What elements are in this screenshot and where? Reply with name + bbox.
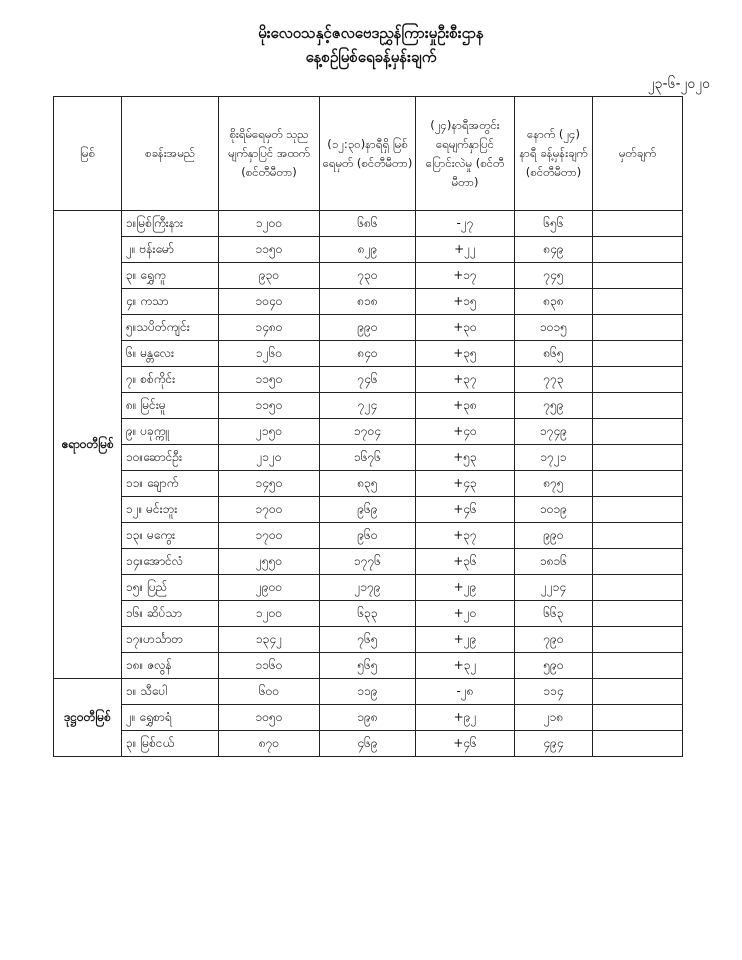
station-name: ၈။ မြင်းမူ [122,393,219,419]
change-cell: +၂၀ [416,601,515,627]
water-level-cell: ၁၆၇၆ [320,445,416,471]
forecast-cell: ၈၆၅ [515,341,593,367]
table-row [54,705,683,731]
forecast-cell: ၇၄၅ [515,263,593,289]
station-name: ၂။ ဗန်းမော် [122,237,219,263]
station-name: ၆။ မန္တလေး [122,341,219,367]
river-name: ဒုဋ္ဌဝတီမြစ် [54,679,122,757]
water-level-cell: ၁၁၉ [320,679,416,705]
danger-level-cell: ၉၃၀ [219,263,320,289]
danger-level-cell: ၂၁၂၀ [219,445,320,471]
forecast-cell: ၁၇၂၁ [515,445,593,471]
change-cell: +၄၃ [416,471,515,497]
station-name: ၁၀။ဆောင်ဦး [122,445,219,471]
table-row [54,445,683,471]
station-name: ၁၅။ ပြည် [122,575,219,601]
water-level-cell: ၂၁၇၉ [320,575,416,601]
river-name: ဧရာဝတီမြစ် [54,211,122,679]
station-name: ၁၈။ ဇလွန် [122,653,219,679]
water-level-cell: ၁၉၈ [320,705,416,731]
remarks-cell [593,497,683,523]
col-header-remarks: မှတ်ချက် [593,97,683,211]
col-header-station: စခန်းအမည် [122,97,219,211]
water-level-cell: ၇၄၆ [320,367,416,393]
danger-level-cell: ၁၀၅၀ [219,705,320,731]
water-level-cell: ၇၆၅ [320,627,416,653]
forecast-cell: ၆၆၃ [515,601,593,627]
station-name: ၁၁။ ချောက် [122,471,219,497]
remarks-cell [593,627,683,653]
station-name: ၂။ ရွှေစာရံ [122,705,219,731]
station-name: ၁၆။ ဆိပ်သာ [122,601,219,627]
table-row [54,653,683,679]
remarks-cell [593,523,683,549]
remarks-cell [593,393,683,419]
danger-level-cell: ၁၀၄၀ [219,289,320,315]
change-cell: +၃၇ [416,523,515,549]
change-cell: +၂၉ [416,627,515,653]
station-name: ၁။ သီပေါ [122,679,219,705]
table-row [54,315,683,341]
forecast-cell: ၂၁၈ [515,705,593,731]
danger-level-cell: ၂၁၅၀ [219,419,320,445]
danger-level-cell: ၁၁၆၀ [219,653,320,679]
change-cell: +၃၅ [416,341,515,367]
danger-level-cell: ၁၁၅၀ [219,237,320,263]
water-level-cell: ၈၁၈ [320,289,416,315]
water-level-cell: ၈၃၅ [320,471,416,497]
danger-level-cell: ၁၄၈၀ [219,315,320,341]
table-row [54,523,683,549]
forecast-cell: ၂၂၁၄ [515,575,593,601]
table-row [54,367,683,393]
table-row [54,289,683,315]
forecast-cell: ၁၈၁၆ [515,549,593,575]
danger-level-cell: ၁၇၀၀ [219,497,320,523]
remarks-cell [593,237,683,263]
danger-level-cell: ၁၁၅၀ [219,393,320,419]
remarks-cell [593,419,683,445]
danger-level-cell: ၆၀၀ [219,679,320,705]
water-level-cell: ၇၃၀ [320,263,416,289]
change-cell: +၃၇ [416,367,515,393]
water-level-cell: ၅၆၅ [320,653,416,679]
station-name: ၅။သပိတ်ကျင်း [122,315,219,341]
danger-level-cell: ၁၃၄၂ [219,627,320,653]
water-level-cell: ၈၂၉ [320,237,416,263]
remarks-cell [593,341,683,367]
change-cell: +၃၈ [416,393,515,419]
table-row [54,341,683,367]
water-level-cell: ၄၆၉ [320,731,416,757]
river-forecast-table [53,96,683,757]
danger-level-cell: ၂၅၅၀ [219,549,320,575]
table-row [54,497,683,523]
col-header-forecast: နောက် (၂၄) နာရီ ခန့်မှန်းချက် (စင်တီမီတာ) [515,97,593,211]
forecast-cell: ၁၇၄၉ [515,419,593,445]
station-name: ၄။ ကသာ [122,289,219,315]
danger-level-cell: ၁၂၀၀ [219,211,320,237]
table-row [54,471,683,497]
col-header-water-level: (၁၂:၃၀)နာရီရှိ မြစ်ရေမှတ် (စင်တီမီတာ) [320,97,416,211]
water-level-cell: ၁၇၇၆ [320,549,416,575]
danger-level-cell: ၂၉၀၀ [219,575,320,601]
forecast-cell: ၁၀၁၉ [515,497,593,523]
station-name: ၁၄။အောင်လံ [122,549,219,575]
col-header-change: (၂၄)နာရီအတွင်း ရေမျက်နှာပြင် ပြောင်းလဲမှု (စင်တီမီတာ) [416,97,515,211]
remarks-cell [593,367,683,393]
change-cell: +၂၉ [416,575,515,601]
change-cell: +၄၀ [416,419,515,445]
table-row [54,237,683,263]
header-row [54,97,683,211]
change-cell: +၁၅ [416,289,515,315]
change-cell: +၃၂ [416,653,515,679]
station-name: ၁၂။ မင်းဘူး [122,497,219,523]
danger-level-cell: ၁၄၅၀ [219,471,320,497]
table-row [54,549,683,575]
water-level-cell: ၉၉၀ [320,315,416,341]
danger-level-cell: ၈၇၀ [219,731,320,757]
forecast-cell: ၈၃၈ [515,289,593,315]
danger-level-cell: ၁၇၀၀ [219,523,320,549]
water-level-cell: ၆၃၃ [320,601,416,627]
remarks-cell [593,471,683,497]
forecast-cell: ၇၅၉ [515,393,593,419]
remarks-cell [593,211,683,237]
station-name: ၇။ စစ်ကိုင်း [122,367,219,393]
station-name: ၁၇။ဟင်္သာတ [122,627,219,653]
change-cell: +၂၂ [416,237,515,263]
remarks-cell [593,549,683,575]
change-cell: +၃၀ [416,315,515,341]
table-row [54,211,683,237]
forecast-cell: ၄၉၄ [515,731,593,757]
remarks-cell [593,653,683,679]
remarks-cell [593,601,683,627]
station-name: ၁။မြစ်ကြီးနား [122,211,219,237]
water-level-cell: ၉၆၉ [320,497,416,523]
forecast-cell: ၈၇၅ [515,471,593,497]
water-level-cell: ၈၄၀ [320,341,416,367]
forecast-cell: ၉၉၀ [515,523,593,549]
change-cell: -၂၇ [416,211,515,237]
remarks-cell [593,731,683,757]
col-header-river: မြစ် [54,97,122,211]
department-title: မိုးလေဝသနှင့်ဇလဗေဒညွှန်ကြားမှုဦးစီးဌာန [258,24,484,42]
water-level-cell: ၇၂၄ [320,393,416,419]
station-name: ၃။ မြစ်ငယ် [122,731,219,757]
table-row [54,601,683,627]
table-row [54,679,683,705]
table-row [54,393,683,419]
remarks-cell [593,315,683,341]
remarks-cell [593,263,683,289]
table-row [54,731,683,757]
change-cell: +၉၂ [416,705,515,731]
table-row [54,263,683,289]
forecast-cell: ၇၉၀ [515,627,593,653]
change-cell: +၅၃ [416,445,515,471]
station-name: ၃။ ရွှေကူ [122,263,219,289]
water-level-cell: ၆၈၆ [320,211,416,237]
forecast-cell: ၇၇၃ [515,367,593,393]
change-cell: +၄၆ [416,731,515,757]
report-title: နေ့စဉ်မြစ်ရေခန့်မှန်းချက် [305,48,437,66]
change-cell: +၁၇ [416,263,515,289]
forecast-cell: ၅၉၀ [515,653,593,679]
forecast-cell: ၆၅၆ [515,211,593,237]
station-name: ၁၃။ မကွေး [122,523,219,549]
table-row [54,419,683,445]
remarks-cell [593,705,683,731]
remarks-cell [593,289,683,315]
change-cell: +၃၆ [416,549,515,575]
remarks-cell [593,679,683,705]
water-level-cell: ၉၆၀ [320,523,416,549]
forecast-cell: ၁၀၁၅ [515,315,593,341]
col-header-danger-level: စိုးရိမ်ရေမှတ် သုညမျက်နှာပြင် အထက် (စင်တီမီတာ) [219,97,320,211]
table-row [54,627,683,653]
remarks-cell [593,445,683,471]
danger-level-cell: ၁၂၆၀ [219,341,320,367]
forecast-cell: ၈၄၉ [515,237,593,263]
water-level-cell: ၁၇၀၄ [320,419,416,445]
table-row [54,575,683,601]
forecast-cell: ၁၁၄ [515,679,593,705]
change-cell: +၄၆ [416,497,515,523]
station-name: ၉။ ပခုက္ကူ [122,419,219,445]
danger-level-cell: ၁၁၅၀ [219,367,320,393]
danger-level-cell: ၁၂၀၀ [219,601,320,627]
report-date: ၂၃-၆-၂၀၂၀ [647,76,710,92]
remarks-cell [593,575,683,601]
change-cell: -၂၈ [416,679,515,705]
